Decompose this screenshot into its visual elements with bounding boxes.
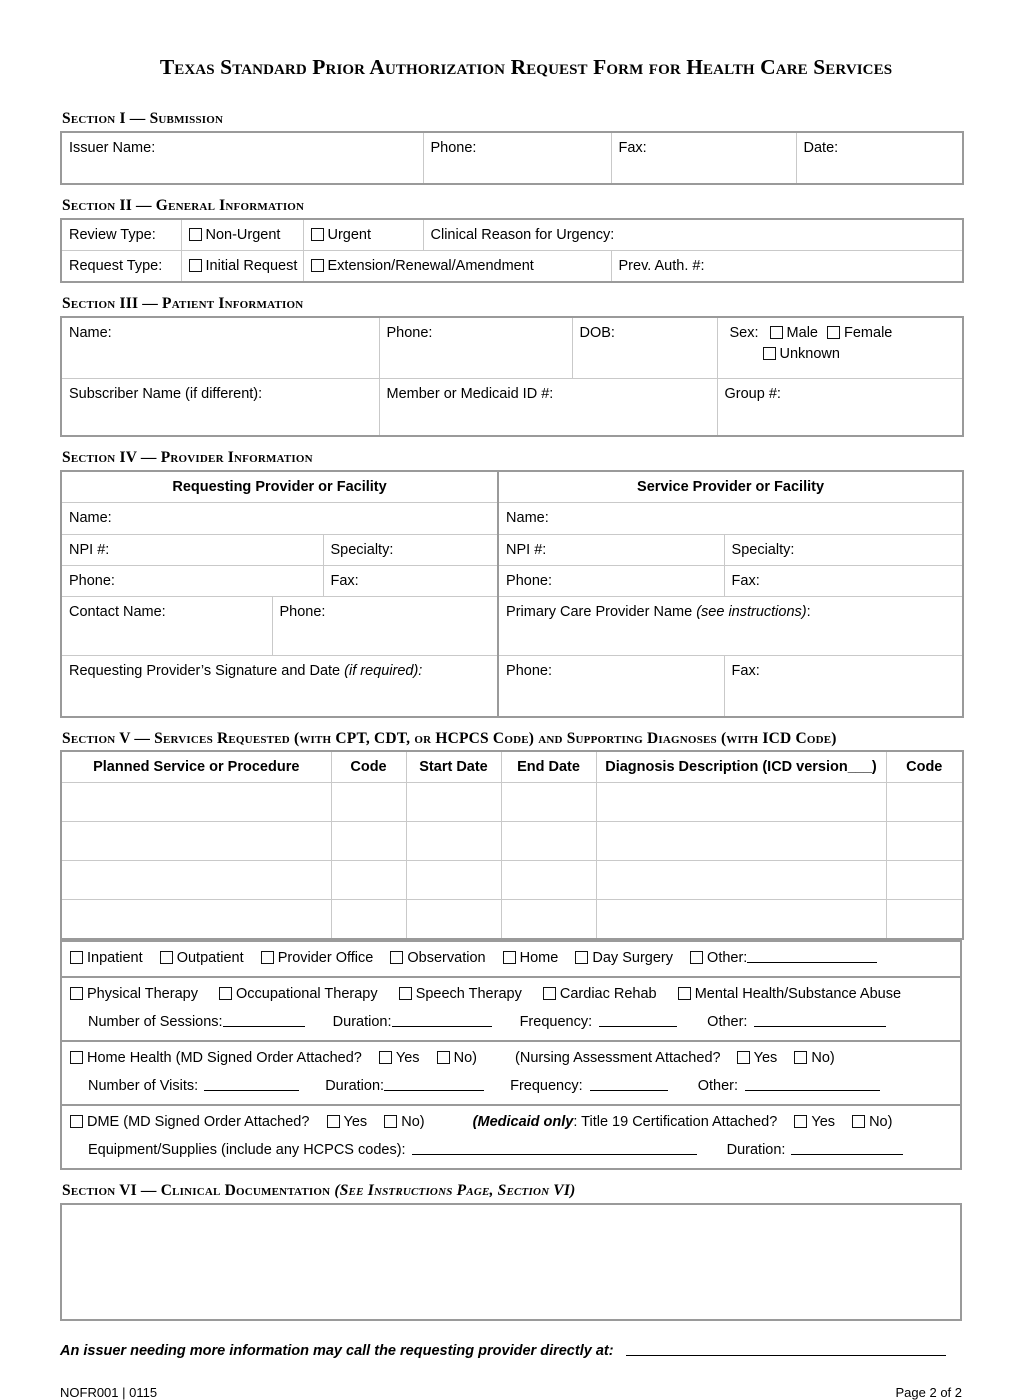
therapy-frequency-input[interactable] <box>599 1014 677 1027</box>
therapy-strip <box>60 976 962 1042</box>
group-number-cell[interactable] <box>717 379 963 437</box>
setting-other-input[interactable] <box>747 950 877 963</box>
setting-observation-label: Observation <box>407 949 486 966</box>
setting-outpatient[interactable] <box>160 950 244 966</box>
service-fax-label: Fax: <box>731 572 760 589</box>
checkbox-provider-office-icon[interactable] <box>261 951 274 964</box>
title19-yes-label: Yes <box>811 1113 836 1130</box>
title19-no-label: No) <box>869 1113 893 1130</box>
patient-dob-label: DOB: <box>579 325 615 342</box>
col-end-date <box>501 751 596 783</box>
service-phone-cell[interactable] <box>498 565 724 596</box>
section-1-heading: Section I — Submission <box>62 110 224 127</box>
requesting-specialty-cell[interactable] <box>323 534 498 565</box>
checkbox-extension-renewal-icon[interactable] <box>311 259 324 272</box>
checkbox-inpatient-icon[interactable] <box>70 951 83 964</box>
col-code-2 <box>886 751 963 783</box>
requesting-npi-cell[interactable] <box>61 534 323 565</box>
review-type-urgent-label: Urgent <box>327 227 372 243</box>
setting-home-label: Home <box>519 949 559 966</box>
section-6-heading-main: Section VI — Clinical Documentation <box>62 1181 335 1199</box>
dme-md-no-label: No) <box>401 1113 425 1130</box>
dme-equipment-input[interactable] <box>412 1142 697 1155</box>
section-2-table <box>60 218 964 283</box>
checkbox-home-health-md-no-icon[interactable] <box>437 1051 450 1064</box>
checkbox-nursing-no-icon[interactable] <box>794 1051 807 1064</box>
nursing-no-label: No) <box>811 1049 835 1066</box>
col-start-date-label: Start Date <box>419 758 488 775</box>
issuer-fax-cell[interactable] <box>611 132 796 184</box>
patient-sex-unknown-label: Unknown <box>779 346 840 363</box>
col-code-1-label: Code <box>350 758 387 775</box>
cell-diagnosis[interactable] <box>596 860 886 899</box>
contact-phone-cell[interactable] <box>272 596 498 655</box>
cell-diagnosis[interactable] <box>596 821 886 860</box>
service-provider-header <box>498 471 963 503</box>
patient-sex-label: Sex: <box>729 325 759 342</box>
review-type-nonurgent-label: Non-Urgent <box>205 227 281 243</box>
issuer-note-text: An issuer needing more information may call the requesting provider directly at: <box>60 1342 614 1359</box>
patient-sex-female-label: Female <box>844 325 893 342</box>
therapy-sessions-input[interactable] <box>223 1014 305 1027</box>
group-number-label: Group #: <box>724 386 781 403</box>
checkbox-title19-no-icon[interactable] <box>852 1115 865 1128</box>
subscriber-name-label: Subscriber Name (if different): <box>69 386 263 403</box>
requesting-provider-header-label: Requesting Provider or Facility <box>172 479 387 496</box>
issuer-date-label: Date: <box>803 140 839 156</box>
cell-planned-service[interactable] <box>61 782 331 821</box>
home-health-duration-input[interactable] <box>384 1078 484 1091</box>
home-health-duration-label: Duration: <box>325 1077 385 1094</box>
subscriber-name-cell[interactable] <box>61 379 379 437</box>
col-planned-service <box>61 751 331 783</box>
requesting-provider-header <box>61 471 498 503</box>
section-1-table <box>60 131 964 185</box>
pcp-name-instructions: (see instructions) <box>696 603 807 620</box>
section-5-heading-hcpcs: HCPCS <box>435 729 489 747</box>
setting-provider-office[interactable] <box>261 950 374 966</box>
checkbox-sex-female-icon[interactable] <box>827 326 840 339</box>
checkbox-dme-icon[interactable] <box>70 1115 83 1128</box>
therapy-speech[interactable] <box>399 986 522 1002</box>
service-name-label: Name: <box>506 510 549 527</box>
review-type-label: Review Type: <box>69 227 156 243</box>
section-5-services-table <box>60 750 964 940</box>
cell-code-2[interactable] <box>886 821 963 860</box>
checkbox-dme-md-no-icon[interactable] <box>384 1115 397 1128</box>
contact-name-label: Contact Name: <box>69 603 166 620</box>
checkbox-dme-md-yes-icon[interactable] <box>327 1115 340 1128</box>
section-6-heading <box>62 1182 962 1200</box>
requesting-signature-note: (if required): <box>344 662 423 679</box>
request-type-extension-cell[interactable] <box>303 251 611 283</box>
cell-diagnosis[interactable] <box>596 899 886 939</box>
cell-start-date[interactable] <box>406 821 501 860</box>
setting-other-label: Other: <box>707 949 748 966</box>
section-5-heading-cpt: CPT, CDT, <box>335 729 411 747</box>
checkbox-home-health-md-yes-icon[interactable] <box>379 1051 392 1064</box>
pcp-name-colon: : <box>806 603 811 620</box>
home-health-visits-label: Number of Visits: <box>88 1077 199 1094</box>
col-end-date-label: End Date <box>517 758 580 775</box>
section-3-table <box>60 316 964 437</box>
table-row[interactable] <box>61 899 963 939</box>
issuer-note-line <box>60 1343 962 1359</box>
pcp-name-cell[interactable] <box>498 596 963 655</box>
checkbox-home-icon[interactable] <box>503 951 516 964</box>
home-health-strip <box>60 1040 962 1106</box>
cell-code-2[interactable] <box>886 782 963 821</box>
service-setting-strip <box>60 940 962 978</box>
therapy-cardiac[interactable] <box>543 986 657 1002</box>
request-type-label-cell <box>61 251 181 283</box>
home-health-other-label: Other: <box>697 1077 739 1094</box>
page-footer <box>60 1385 962 1400</box>
checkbox-initial-request-icon[interactable] <box>189 259 202 272</box>
checkbox-home-health-icon[interactable] <box>70 1051 83 1064</box>
page-title: Texas Standard Prior Authorization Request Form for Health Care Services <box>159 55 893 79</box>
setting-inpatient[interactable] <box>70 950 143 966</box>
pcp-phone-label: Phone: <box>506 662 552 679</box>
checkbox-urgent-icon[interactable] <box>311 228 324 241</box>
col-diagnosis-description <box>596 751 886 783</box>
nursing-assessment-label: (Nursing Assessment Attached? <box>515 1049 721 1066</box>
checkbox-mental-health-icon[interactable] <box>678 987 691 1000</box>
checkbox-physical-therapy-icon[interactable] <box>70 987 83 1000</box>
therapy-other-input[interactable] <box>754 1014 886 1027</box>
patient-name-label: Name: <box>69 325 112 342</box>
service-specialty-cell[interactable] <box>724 534 963 565</box>
cell-start-date[interactable] <box>406 860 501 899</box>
checkbox-cardiac-rehab-icon[interactable] <box>543 987 556 1000</box>
review-type-urgent-cell[interactable] <box>303 219 423 251</box>
cell-code-1[interactable] <box>331 821 406 860</box>
requesting-phone-cell[interactable] <box>61 565 323 596</box>
page-number: Page 2 of 2 <box>895 1384 962 1400</box>
therapy-frequency-label: Frequency: <box>519 1013 593 1030</box>
cell-code-1[interactable] <box>331 860 406 899</box>
therapy-duration-input[interactable] <box>392 1014 492 1027</box>
therapy-occupational-label: Occupational Therapy <box>236 985 378 1002</box>
dme-md-yes-label: Yes <box>343 1113 368 1130</box>
request-type-extension-label: Extension/Renewal/Amendment <box>327 258 534 275</box>
cell-end-date[interactable] <box>501 860 596 899</box>
home-health-frequency-label: Frequency: <box>510 1077 583 1094</box>
col-diagnosis-description-label: Diagnosis Description (ICD version___) <box>605 758 877 775</box>
issuer-date-cell[interactable] <box>796 132 963 184</box>
section-5-heading <box>62 730 962 748</box>
service-npi-label: NPI #: <box>506 541 547 558</box>
cell-end-date[interactable] <box>501 899 596 939</box>
patient-name-cell[interactable] <box>61 317 379 379</box>
review-type-nonurgent-cell[interactable] <box>181 219 303 251</box>
requesting-signature-cell[interactable] <box>61 655 498 717</box>
pcp-phone-cell[interactable] <box>498 655 724 717</box>
dme-medicaid-only-label: (Medicaid only <box>472 1113 574 1130</box>
checkbox-setting-other-icon[interactable] <box>690 951 703 964</box>
therapy-occupational[interactable] <box>219 986 378 1002</box>
patient-dob-cell[interactable] <box>572 317 717 379</box>
therapy-sessions-label: Number of Sessions: <box>88 1013 223 1030</box>
request-type-initial-label: Initial Request <box>205 258 298 275</box>
therapy-mental-health[interactable] <box>678 986 901 1002</box>
setting-home[interactable] <box>503 950 559 966</box>
service-specialty-label: Specialty: <box>731 541 795 558</box>
checkbox-outpatient-icon[interactable] <box>160 951 173 964</box>
requesting-signature-label: Requesting Provider’s Signature and Date <box>69 662 345 679</box>
requesting-specialty-label: Specialty: <box>330 541 394 558</box>
col-planned-service-label: Planned Service or Procedure <box>93 758 300 775</box>
therapy-physical-label: Physical Therapy <box>87 985 198 1002</box>
cell-code-1[interactable] <box>331 782 406 821</box>
therapy-physical[interactable] <box>70 986 198 1002</box>
requesting-fax-cell[interactable] <box>323 565 498 596</box>
cell-code-1[interactable] <box>331 899 406 939</box>
service-fax-cell[interactable] <box>724 565 963 596</box>
section-5-heading-a: Section V — Services Requested (with <box>62 729 336 747</box>
service-name-cell[interactable] <box>498 503 963 534</box>
patient-phone-cell[interactable] <box>379 317 572 379</box>
issuer-fax-label: Fax: <box>618 140 647 156</box>
section-5-heading-icd: ICD <box>762 729 792 747</box>
setting-other[interactable] <box>690 950 877 966</box>
form-id: NOFR001 | 0115 <box>60 1384 158 1400</box>
cell-end-date[interactable] <box>501 821 596 860</box>
cell-end-date[interactable] <box>501 782 596 821</box>
home-health-md-no-label: No) <box>453 1049 477 1066</box>
checkbox-title19-yes-icon[interactable] <box>794 1115 807 1128</box>
table-row[interactable] <box>61 782 963 821</box>
therapy-cardiac-label: Cardiac Rehab <box>559 985 657 1002</box>
dme-strip <box>60 1104 962 1170</box>
setting-observation[interactable] <box>390 950 485 966</box>
cell-diagnosis[interactable] <box>596 782 886 821</box>
checkbox-sex-male-icon[interactable] <box>770 326 783 339</box>
member-id-label: Member or Medicaid ID #: <box>386 386 554 403</box>
requesting-fax-label: Fax: <box>330 572 359 589</box>
issuer-phone-cell[interactable] <box>423 132 611 184</box>
home-health-check[interactable] <box>70 1050 362 1066</box>
therapy-other-label: Other: <box>707 1013 748 1030</box>
cell-code-2[interactable] <box>886 899 963 939</box>
therapy-speech-label: Speech Therapy <box>415 985 522 1002</box>
setting-outpatient-label: Outpatient <box>176 949 244 966</box>
home-health-visits-input[interactable] <box>204 1078 299 1091</box>
requesting-npi-label: NPI #: <box>69 541 110 558</box>
setting-inpatient-label: Inpatient <box>87 949 143 966</box>
section-4-heading: Section IV — Provider Information <box>62 449 313 467</box>
table-row[interactable] <box>61 860 963 899</box>
issuer-name-cell[interactable] <box>61 132 423 184</box>
section-4-table <box>60 470 964 718</box>
prev-auth-label: Prev. Auth. #: <box>618 258 705 275</box>
checkbox-observation-icon[interactable] <box>390 951 403 964</box>
therapy-duration-label: Duration: <box>332 1013 392 1030</box>
cell-planned-service[interactable] <box>61 899 331 939</box>
checkbox-non-urgent-icon[interactable] <box>189 228 202 241</box>
review-type-label-cell <box>61 219 181 251</box>
dme-label: DME (MD Signed Order Attached? <box>87 1113 310 1130</box>
request-type-label: Request Type: <box>69 258 163 275</box>
col-code-1 <box>331 751 406 783</box>
request-type-initial-cell[interactable] <box>181 251 303 283</box>
cell-start-date[interactable] <box>406 782 501 821</box>
home-health-md-yes-label: Yes <box>395 1049 420 1066</box>
therapy-mental-health-label: Mental Health/Substance Abuse <box>694 985 902 1002</box>
checkbox-day-surgery-icon[interactable] <box>575 951 588 964</box>
contact-name-cell[interactable] <box>61 596 272 655</box>
section-5-heading-d: Code) <box>791 729 837 747</box>
dme-duration-label: Duration: <box>726 1141 786 1158</box>
pcp-name-label: Primary Care Provider Name <box>506 603 697 620</box>
section-5-heading-b: or <box>410 729 436 747</box>
cell-start-date[interactable] <box>406 899 501 939</box>
checkbox-nursing-yes-icon[interactable] <box>737 1051 750 1064</box>
col-start-date <box>406 751 501 783</box>
setting-day-surgery-label: Day Surgery <box>592 949 673 966</box>
nursing-yes-label: Yes <box>753 1049 778 1066</box>
contact-phone-label: Phone: <box>279 603 326 620</box>
prev-auth-cell[interactable] <box>611 251 963 283</box>
section-3-heading: Section III — Patient Information <box>62 295 304 313</box>
setting-provider-office-label: Provider Office <box>277 949 374 966</box>
checkbox-sex-unknown-icon[interactable] <box>763 347 776 360</box>
clinical-reason-label: Clinical Reason for Urgency: <box>430 227 615 243</box>
section-5-heading-c: Code) and Supporting Diagnoses (with <box>488 729 763 747</box>
issuer-phone-label: Phone: <box>430 140 477 156</box>
section-2-heading: Section II — General Information <box>62 197 305 214</box>
issuer-phone-input[interactable] <box>626 1343 946 1356</box>
table-row[interactable] <box>61 821 963 860</box>
cell-planned-service[interactable] <box>61 860 331 899</box>
checkbox-speech-therapy-icon[interactable] <box>399 987 412 1000</box>
patient-phone-label: Phone: <box>386 325 433 342</box>
issuer-name-label: Issuer Name: <box>69 140 156 156</box>
member-id-cell[interactable] <box>379 379 717 437</box>
col-code-2-label: Code <box>906 758 943 775</box>
requesting-name-cell[interactable] <box>61 503 498 534</box>
requesting-name-label: Name: <box>69 510 112 527</box>
service-phone-label: Phone: <box>506 572 552 589</box>
dme-duration-input[interactable] <box>791 1142 903 1155</box>
home-health-frequency-input[interactable] <box>590 1078 668 1091</box>
clinical-documentation-box[interactable] <box>60 1203 962 1321</box>
patient-sex-cell[interactable] <box>717 317 963 379</box>
home-health-label: Home Health (MD Signed Order Attached? <box>87 1049 362 1066</box>
section-6-heading-italic: (See Instructions Page, Section VI) <box>334 1181 576 1199</box>
dme-equipment-label: Equipment/Supplies (include any HCPCS codes): <box>88 1141 406 1158</box>
service-npi-cell[interactable] <box>498 534 724 565</box>
dme-check[interactable] <box>70 1114 309 1130</box>
clinical-reason-cell[interactable] <box>423 219 963 251</box>
cell-code-2[interactable] <box>886 860 963 899</box>
pcp-fax-cell[interactable] <box>724 655 963 717</box>
patient-sex-male-label: Male <box>786 325 818 342</box>
service-provider-header-label: Service Provider or Facility <box>637 479 825 496</box>
setting-day-surgery[interactable] <box>575 950 673 966</box>
dme-title19-label: : Title 19 Certification Attached? <box>573 1113 778 1130</box>
home-health-other-input[interactable] <box>745 1078 880 1091</box>
cell-planned-service[interactable] <box>61 821 331 860</box>
pcp-fax-label: Fax: <box>731 662 760 679</box>
checkbox-occupational-therapy-icon[interactable] <box>219 987 232 1000</box>
requesting-phone-label: Phone: <box>69 572 115 589</box>
